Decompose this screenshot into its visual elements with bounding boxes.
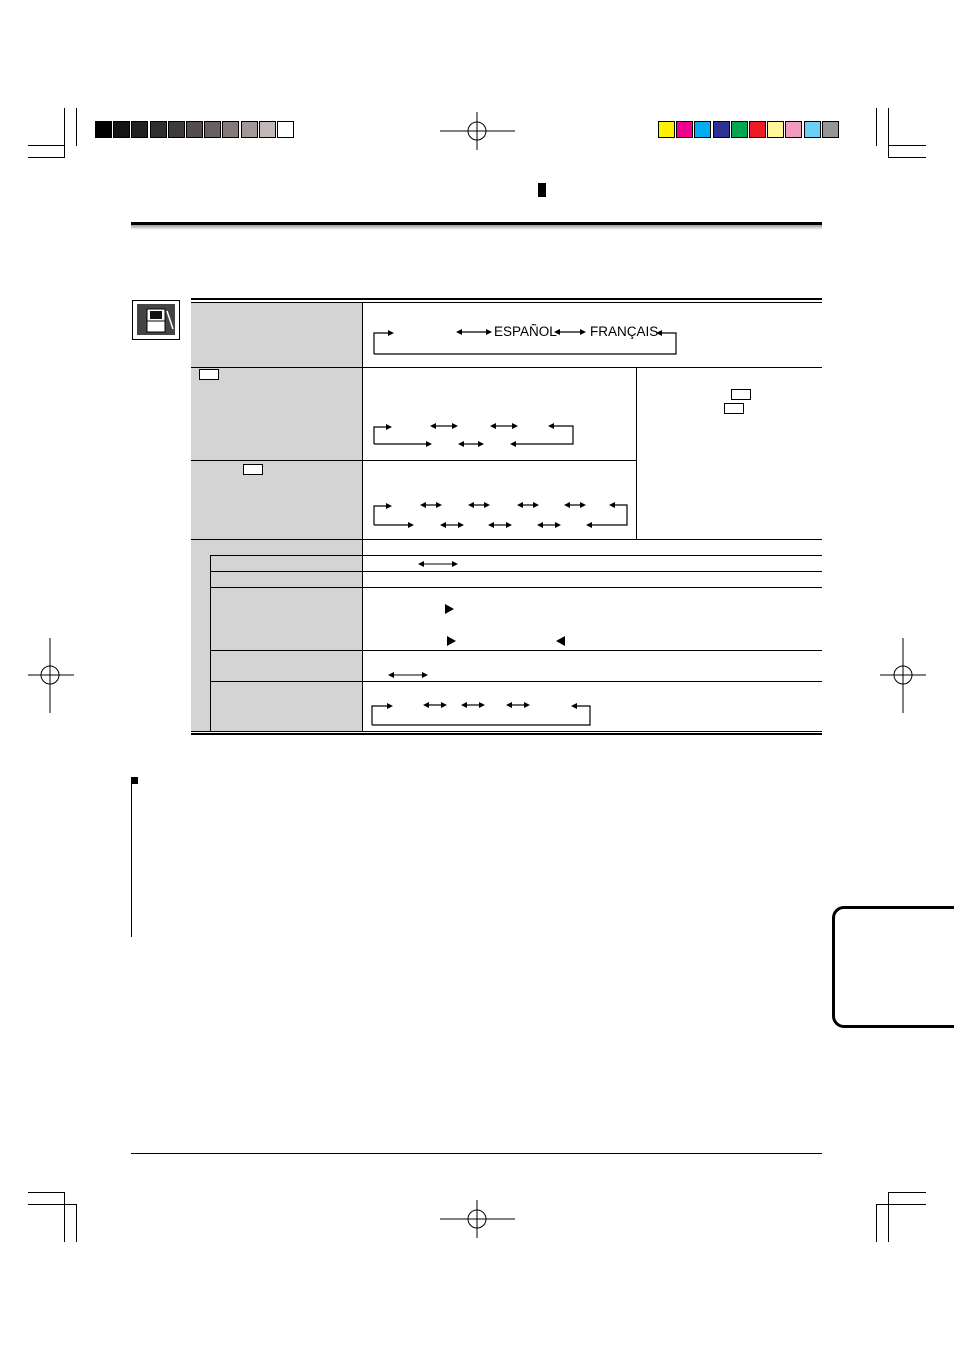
gray-swatch	[113, 121, 130, 138]
gray-swatch	[95, 121, 112, 138]
gray-swatch	[259, 121, 276, 138]
color-swatch	[749, 121, 766, 138]
button-label-box	[243, 464, 263, 475]
note-marker	[131, 777, 138, 784]
language-option-espanol: ESPAÑOL	[494, 324, 557, 339]
menu-icon-frame	[132, 300, 180, 340]
play-left-icon	[556, 636, 565, 646]
color-swatch	[767, 121, 784, 138]
color-swatch	[658, 121, 675, 138]
gray-swatch	[131, 121, 148, 138]
side-tab	[832, 906, 954, 1028]
registration-target-icon	[28, 638, 74, 713]
gray-swatch	[241, 121, 258, 138]
button-label-box	[724, 403, 744, 414]
note-rule	[131, 784, 132, 937]
gray-swatch	[277, 121, 294, 138]
play-right-icon	[445, 604, 454, 614]
mode-cycle-diagram-3	[369, 697, 595, 729]
footer-rule	[131, 1153, 822, 1154]
color-swatch	[822, 121, 839, 138]
registration-target-icon	[440, 112, 515, 150]
toggle-arrow	[418, 559, 458, 569]
gray-swatch	[150, 121, 167, 138]
gray-swatch	[186, 121, 203, 138]
button-label-box	[731, 389, 751, 400]
color-swatch	[694, 121, 711, 138]
gray-swatch	[168, 121, 185, 138]
color-swatch	[731, 121, 748, 138]
registration-target-icon	[880, 638, 926, 713]
gray-swatch	[204, 121, 221, 138]
color-swatch	[713, 121, 730, 138]
registration-target-icon	[440, 1200, 515, 1238]
mode-cycle-diagram-1	[370, 418, 580, 450]
toggle-arrow	[388, 670, 428, 680]
page-marker	[538, 183, 546, 197]
button-label-box	[199, 369, 219, 380]
mode-cycle-diagram-2	[370, 497, 632, 531]
tv-screen-icon	[133, 301, 179, 339]
color-swatch	[804, 121, 821, 138]
language-option-francais: FRANÇAIS	[590, 324, 659, 339]
play-right-icon	[447, 636, 456, 646]
color-swatch	[785, 121, 802, 138]
color-swatch	[676, 121, 693, 138]
gray-swatch	[222, 121, 239, 138]
